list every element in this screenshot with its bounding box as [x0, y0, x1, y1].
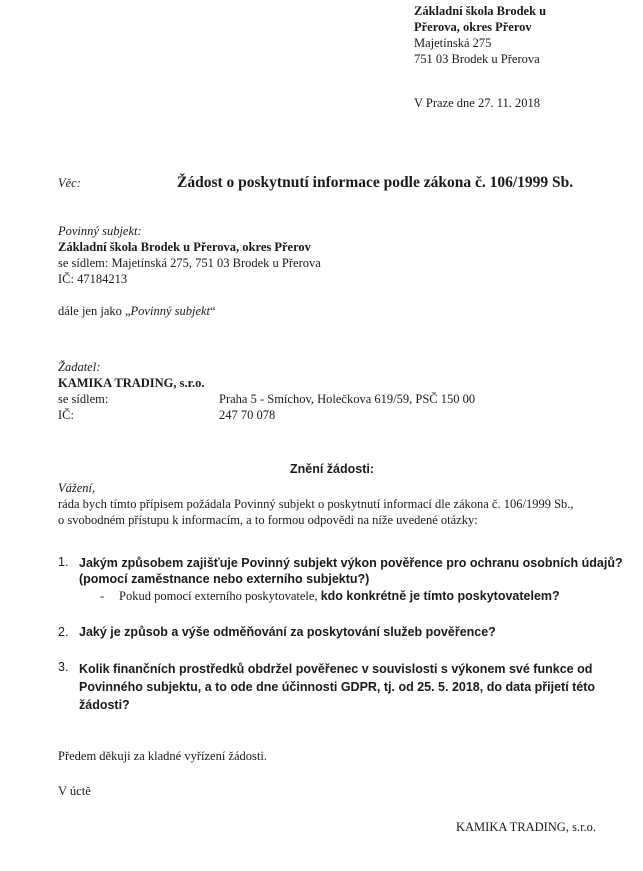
question-number-2: 2.: [58, 625, 69, 639]
closing-regards: V úctě: [58, 784, 91, 798]
recipient-name-line2: Přerova, okres Přerov: [414, 20, 532, 34]
question-1-line2: (pomocí zaměstnance nebo externího subjektu?): [79, 572, 370, 586]
recipient-street: Majetínská 275: [414, 36, 492, 50]
applicant-ic-value: 247 70 078: [219, 408, 276, 422]
question-1: [79, 555, 623, 587]
obliged-alias-suffix: “: [210, 304, 216, 318]
applicant-seat-label: se sídlem:: [58, 392, 109, 406]
applicant-name: KAMIKA TRADING, s.r.o.: [58, 376, 205, 390]
request-salutation: Vážení,: [58, 481, 96, 495]
obliged-alias-prefix: dále jen jako „: [58, 304, 131, 318]
question-1-sub-dash: -: [100, 589, 105, 603]
recipient-name-line1: Základní škola Brodek u: [414, 4, 547, 18]
applicant-values: [219, 391, 475, 423]
question-number-1: 1.: [58, 555, 69, 569]
question-1-sub-plain: Pokud pomocí externího poskytovatele,: [119, 589, 321, 603]
question-3-line2: Povinného subjektu, a to ode dne účinnosti GDPR, tj. od 25. 5. 2018, do data přijetí této: [79, 680, 596, 694]
applicant-label: Žadatel:: [58, 360, 101, 374]
subject-title: Žádost o poskytnutí informace podle zákona č. 106/1999 Sb.: [177, 174, 574, 191]
recipient-city: 751 03 Brodek u Přerova: [414, 52, 540, 66]
applicant-block: [58, 359, 205, 423]
applicant-ic-label: IČ:: [58, 408, 74, 422]
obliged-label: Povinný subjekt:: [58, 224, 142, 238]
question-number-3: 3.: [58, 660, 69, 674]
obliged-alias: [58, 304, 216, 319]
subject-label: Věc:: [58, 176, 81, 190]
question-1-sub: [119, 589, 560, 604]
closing-signature: KAMIKA TRADING, s.r.o.: [456, 820, 597, 834]
obliged-seat: se sídlem: Majetínská 275, 751 03 Brodek u Přerova: [58, 256, 321, 270]
obliged-name: Základní škola Brodek u Přerova, okres Přerov: [58, 240, 311, 254]
request-heading: Znění žádosti:: [290, 462, 375, 476]
closing-thanks: Předem děkuji za kladné vyřízení žádosti.: [58, 749, 267, 763]
obliged-alias-name: Povinný subjekt: [130, 304, 211, 318]
question-3-line3: žádosti?: [79, 698, 130, 712]
question-3-line1: Kolik finančních prostředků obdržel pověřenec v souvislosti s výkonem své funkce od: [79, 662, 593, 676]
request-intro-line1: ráda bych tímto přípisem požádala Povinný subjekt o poskytnutí informací dle zákona č. 106/1999 Sb.,: [58, 497, 574, 511]
request-intro: [58, 480, 574, 528]
applicant-seat-value: Praha 5 - Smíchov, Holečkova 619/59, PSČ 150 00: [219, 392, 476, 406]
obliged-subject-block: [58, 223, 321, 287]
request-intro-line2: o svobodném přístupu k informacím, a to formou odpovědi na níže uvedené otázky:: [58, 513, 478, 527]
date-line: V Praze dne 27. 11. 2018: [414, 96, 541, 110]
recipient-address: [414, 3, 546, 67]
question-2-line1: Jaký je způsob a výše odměňování za poskytování služeb pověřence?: [79, 625, 496, 639]
question-1-line1: Jakým způsobem zajišťuje Povinný subjekt výkon pověřence pro ochranu osobních údajů?: [79, 556, 623, 570]
question-1-sub-bold: kdo konkrétně je tímto poskytovatelem?: [320, 589, 560, 603]
question-3: [79, 660, 609, 714]
obliged-ic: IČ: 47184213: [58, 272, 128, 286]
